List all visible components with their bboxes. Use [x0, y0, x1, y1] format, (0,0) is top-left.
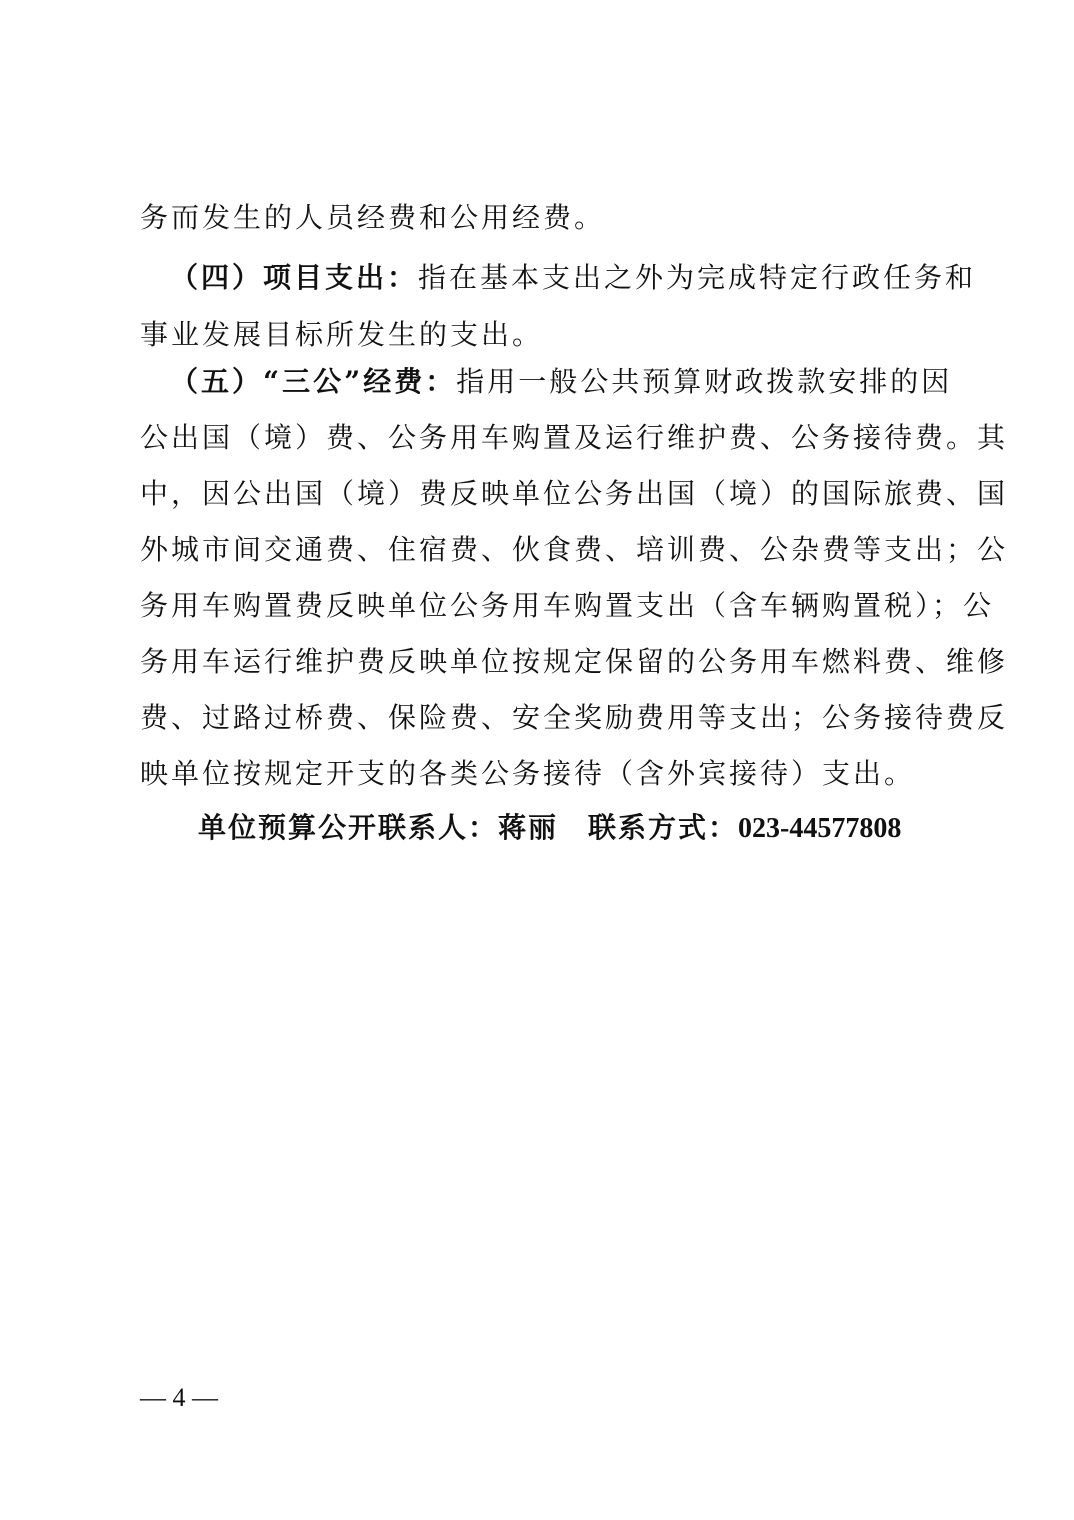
paragraph-line: 中，因公出国（境）费反映单位公务出国（境）的国际旅费、国	[140, 477, 1009, 510]
paragraph-line: 映单位按规定开支的各类公务接待（含外宾接待）支出。	[140, 757, 916, 790]
paragraph-line: 务而发生的人员经费和公用经费。	[140, 201, 606, 234]
page-number: — 4 —	[140, 1383, 218, 1412]
paragraph-text: 指在基本支出之外为完成特定行政任务和	[418, 261, 977, 294]
paragraph-line	[170, 362, 953, 402]
contact-person-label: 单位预算公开联系人：	[198, 811, 499, 844]
paragraph-line: 公出国（境）费、公务用车购置及运行维护费、公务接待费。其	[140, 421, 1009, 454]
paragraph-line	[170, 258, 977, 298]
contact-phone-number: 023-44577808	[738, 813, 902, 844]
paragraph-line: 外城市间交通费、住宿费、伙食费、培训费、公杂费等支出；公	[140, 533, 1009, 566]
contact-person-name: 蒋丽	[498, 811, 559, 844]
paragraph-line: 务用车购置费反映单位公务用车购置支出（含车辆购置税）；公	[140, 589, 995, 622]
contact-phone-label: 联系方式：	[588, 811, 739, 844]
contact-line	[198, 808, 901, 849]
paragraph-line: 费、过路过桥费、保险费、安全奖励费用等支出；公务接待费反	[140, 701, 1009, 734]
section-label-three-public-expenses: （五）“三公”经费：	[170, 365, 457, 398]
paragraph-text: 指用一般公共预算财政拨款安排的因	[456, 365, 953, 398]
paragraph-line: 事业发展目标所发生的支出。	[140, 318, 544, 351]
paragraph-line: 务用车运行维护费反映单位按规定保留的公务用车燃料费、维修	[140, 645, 1009, 678]
section-label-project-expenditure: （四）项目支出：	[170, 261, 419, 294]
